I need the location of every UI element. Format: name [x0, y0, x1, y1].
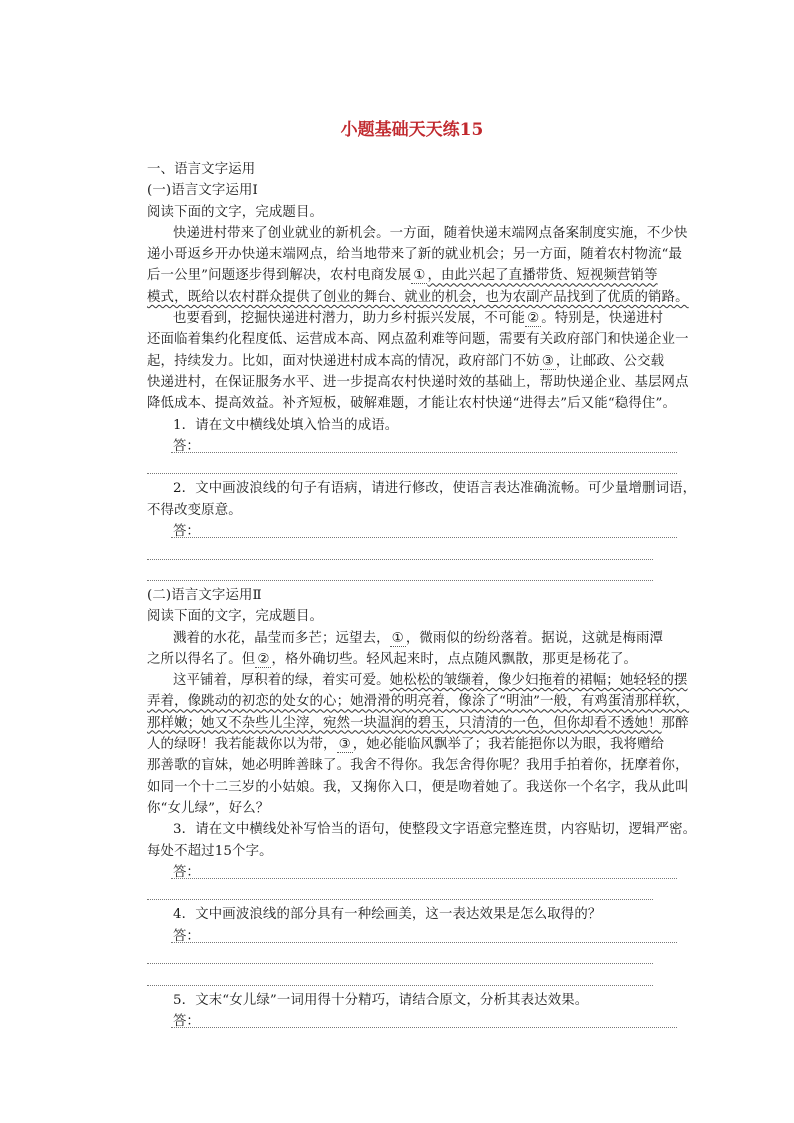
blank-2: ②	[527, 311, 540, 327]
answer-rule	[171, 878, 677, 879]
part2-instruction: 阅读下面的文字，完成题目。	[147, 609, 324, 625]
text-run: 人的绿呀！我若能裁你以为带，	[147, 737, 337, 753]
passage1-line: 快递进村带来了创业就业的新机会。一方面，随着快递末端网点备案制度实施，不少快	[173, 225, 688, 241]
answer-rule	[171, 452, 677, 453]
answer-label: 答：	[173, 1013, 200, 1029]
answer-rule	[171, 537, 677, 538]
passage2-line	[147, 628, 677, 649]
answer-rule	[171, 942, 677, 943]
question-2: 2．文中画波浪线的句子有语病，请进行修改，使语言表达准确流畅。可少量增删词语，	[173, 481, 697, 497]
wavy-sentence-part: 她松松的皱缬着，像少妇拖着的裙幅；她轻轻的摆	[389, 673, 688, 689]
part1-instruction: 阅读下面的文字，完成题目。	[147, 204, 324, 220]
passage2-line	[147, 713, 689, 734]
passage1-line: 快递进村，在保证服务水平、进一步提高农村快递时效的基础上，帮助快递企业、基层网点	[147, 374, 689, 390]
answer-line[interactable]	[147, 457, 677, 478]
answer-line[interactable]	[147, 883, 677, 904]
blank-1: ①	[413, 268, 426, 284]
part2-heading: (二)语言文字运用Ⅱ	[147, 587, 262, 603]
question-2-cont: 不得改变原意。	[147, 502, 242, 518]
part1-heading: (一)语言文字运用Ⅰ	[147, 183, 258, 199]
passage2-line: 你“女儿绿”，好么？	[147, 800, 270, 816]
answer-label: 答：	[173, 864, 200, 880]
passage1-line: 递小哥返乡开办快递末端网点，给当地带来了新的就业机会；另一方面，随着农村物流“最	[147, 247, 683, 263]
text-run: 起，持续发力。比如，面对快递进村成本高的情况，政府部门不妨	[147, 353, 540, 369]
passage1-line: 还面临着集约化程度低、运营成本高、网点盈利难等问题，需要有关政府部门和快递企业一	[147, 332, 689, 348]
wavy-sentence-part: 弄着，像跳动的初恋的处女的心；她滑滑的明亮着，像涂了“明油”一般，有鸡蛋清那样软，	[147, 694, 690, 710]
passage2-line	[147, 734, 677, 755]
passage2-line: 如同一个十二三岁的小姑娘。我，又掬你入口，便是吻着她了。我送你一个名字，我从此叫	[147, 779, 689, 795]
answer-rule	[147, 580, 653, 581]
blank-3: ③	[541, 353, 554, 369]
wavy-sentence-part: ，由此兴起了直播带货、短视频营销等	[427, 268, 658, 284]
answer-line[interactable]	[147, 564, 677, 585]
text-run: 那醉	[661, 715, 689, 731]
blank-1: ①	[391, 630, 404, 646]
page-title: 小题基础天天练15	[340, 120, 484, 140]
question-1: 1．请在文中横线处填入恰当的成语。	[173, 417, 399, 433]
answer-rule	[147, 985, 653, 986]
answer-line[interactable]	[147, 521, 677, 542]
text-run: 这平铺着，厚积着的绿，着实可爱。	[173, 673, 390, 689]
text-run: 也要看到，挖掘快递进村潜力，助力乡村振兴发展，不可能	[173, 311, 526, 327]
answer-line[interactable]	[147, 436, 677, 457]
text-run: 溅着的水花，晶莹而多芒；远望去，	[173, 630, 390, 646]
answer-label: 答：	[173, 524, 200, 540]
answer-rule	[147, 963, 653, 964]
text-run: 。特别是，快递进村	[541, 311, 664, 327]
text-run: ，格外确切些。轻风起来时，点点随风飘散，那更是杨花了。	[271, 651, 638, 667]
answer-line[interactable]	[147, 968, 677, 989]
text-run: ，微雨似的纷纷落着。据说，这就是梅雨潭	[405, 630, 664, 646]
answer-label: 答：	[173, 928, 200, 944]
section-heading: 一、语言文字运用	[147, 162, 256, 177]
passage1-line	[147, 308, 677, 329]
passage2-line	[147, 691, 690, 712]
passage2-line: 那善歌的盲妹，她必明眸善睐了。我舍不得你。我怎舍得你呢？我用手拍着你，抚摩着你，	[147, 758, 689, 774]
answer-rule	[171, 1027, 677, 1028]
worksheet-page	[147, 118, 697, 1032]
text-run: ，她必能临风飘举了；我若能挹你以为眼，我将赠给	[352, 737, 665, 753]
blank-2: ②	[257, 651, 270, 667]
passage1-line	[147, 287, 689, 308]
text-run: 之所以得名了。但	[147, 651, 256, 667]
answer-label: 答：	[173, 438, 200, 454]
answer-line[interactable]	[147, 862, 677, 883]
question-3-cont: 每处不超过15个字。	[147, 843, 273, 859]
wavy-sentence-part: 模式，既给以农村群众提供了创业的舞台、就业的机会，也为农副产品找到了优质的销路。	[147, 289, 689, 305]
answer-line[interactable]	[147, 1011, 677, 1032]
answer-rule	[147, 559, 653, 560]
wavy-sentence-part: 那样嫩；她又不杂些儿尘滓，宛然一块温润的碧玉，只清清的一色，但你却看不透她！	[147, 715, 662, 731]
text-run: 后一公里”问题逐步得到解决，农村电商发展	[147, 268, 412, 284]
text-run: ，让邮政、公交载	[555, 353, 665, 369]
passage2-line	[147, 670, 688, 691]
answer-line[interactable]	[147, 542, 677, 563]
passage1-line: 降低成本、提高效益。补齐短板，破解难题，才能让农村快递“进得去”后又能“稳得住”。	[147, 396, 676, 412]
question-3: 3．请在文中横线处补写恰当的语句，使整段文字语意完整连贯，内容贴切，逻辑严密。	[173, 822, 697, 838]
passage2-line	[147, 649, 677, 670]
question-4: 4．文中画波浪线的部分具有一种绘画美，这一表达效果是怎么取得的？	[173, 907, 602, 923]
answer-line[interactable]	[147, 926, 677, 947]
passage1-line	[147, 351, 677, 372]
passage1-line	[147, 265, 677, 286]
question-5: 5．文末“女儿绿”一词用得十分精巧，请结合原文，分析其表达效果。	[173, 992, 589, 1008]
answer-rule	[147, 899, 653, 900]
answer-rule	[147, 473, 677, 474]
blank-3: ③	[338, 737, 351, 753]
answer-line[interactable]	[147, 947, 677, 968]
